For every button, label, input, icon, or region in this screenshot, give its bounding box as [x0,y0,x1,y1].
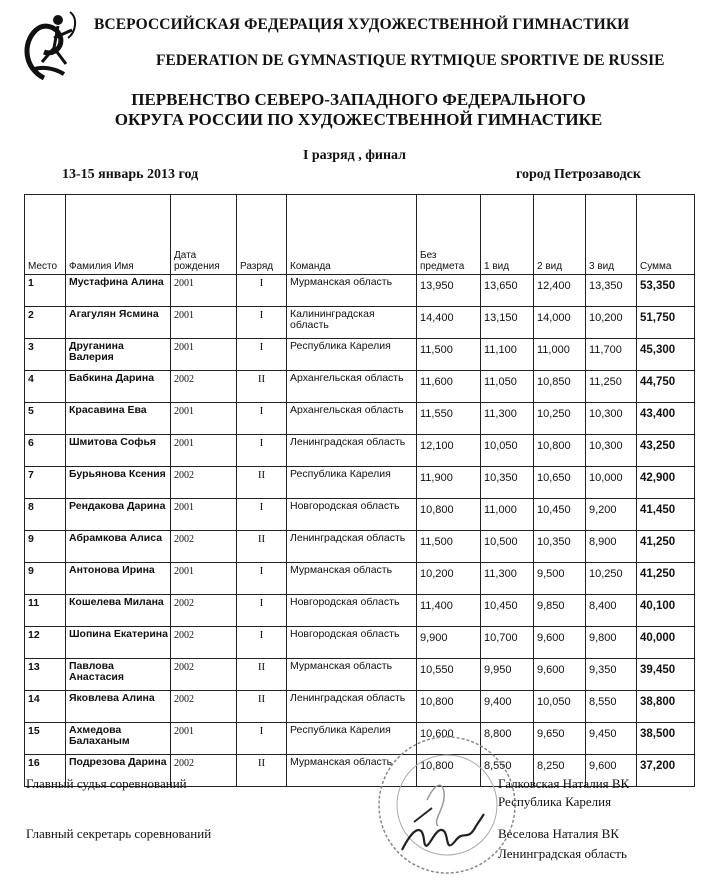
team-cell: Архангельская область [287,403,417,435]
no-apparatus-score-cell: 11,500 [417,531,481,563]
birth-year-cell: 2002 [171,595,237,627]
apparatus-3-score-cell: 9,600 [586,755,637,787]
column-header-total: Сумма [637,195,695,275]
birth-year-cell: 2002 [171,755,237,787]
no-apparatus-score-cell: 13,950 [417,275,481,307]
total-score-cell: 37,200 [637,755,695,787]
total-score-cell: 38,500 [637,723,695,755]
apparatus-2-score-cell: 10,800 [534,435,586,467]
rank-cell: I [237,403,287,435]
total-score-cell: 53,350 [637,275,695,307]
apparatus-1-score-cell: 10,050 [481,435,534,467]
column-header-no-apparatus: Без предмета [417,195,481,275]
table-row [25,691,695,723]
apparatus-1-score-cell: 8,550 [481,755,534,787]
chief-secretary-region: Ленинградская область [498,846,627,861]
place-cell: 11 [25,595,66,627]
place-cell: 14 [25,691,66,723]
team-cell: Новгородская область [287,499,417,531]
birth-year-cell: 2001 [171,563,237,595]
chief-secretary-name: Веселова Наталия ВК [498,826,619,841]
apparatus-3-score-cell: 8,550 [586,691,637,723]
apparatus-1-score-cell: 8,800 [481,723,534,755]
column-header-apparatus-3: 3 вид [586,195,637,275]
team-cell: Калининградская область [287,307,417,339]
table-row [25,403,695,435]
birth-year-cell: 2002 [171,467,237,499]
rank-cell: I [237,339,287,371]
birth-year-cell: 2001 [171,499,237,531]
gymnast-logo-icon [14,8,84,88]
apparatus-2-score-cell: 10,350 [534,531,586,563]
no-apparatus-score-cell: 10,800 [417,755,481,787]
page-title-line1: ПЕРВЕНСТВО СЕВЕРО-ЗАПАДНОГО ФЕДЕРАЛЬНОГО [131,90,586,109]
rank-cell: I [237,307,287,339]
apparatus-3-score-cell: 8,400 [586,595,637,627]
total-score-cell: 38,800 [637,691,695,723]
birth-year-cell: 2001 [171,723,237,755]
apparatus-3-score-cell: 10,300 [586,403,637,435]
rank-cell: I [237,595,287,627]
table-row [25,371,695,403]
table-row [25,723,695,755]
apparatus-2-score-cell: 14,000 [534,307,586,339]
birth-year-cell: 2001 [171,403,237,435]
apparatus-3-score-cell: 10,250 [586,563,637,595]
rank-cell: I [237,723,287,755]
birth-year-cell: 2002 [171,691,237,723]
table-row [25,467,695,499]
table-row [25,339,695,371]
apparatus-1-score-cell: 11,000 [481,499,534,531]
total-score-cell: 39,450 [637,659,695,691]
event-city: город Петрозаводск [516,167,641,182]
no-apparatus-score-cell: 10,800 [417,499,481,531]
column-header-name: Фамилия Имя [66,195,171,275]
team-cell: Республика Карелия [287,467,417,499]
no-apparatus-score-cell: 10,550 [417,659,481,691]
birth-year-cell: 2001 [171,275,237,307]
place-cell: 15 [25,723,66,755]
column-header-team: Команда [287,195,417,275]
no-apparatus-score-cell: 11,500 [417,339,481,371]
apparatus-2-score-cell: 12,400 [534,275,586,307]
table-header-row [25,195,695,275]
rank-cell: II [237,371,287,403]
apparatus-3-score-cell: 10,200 [586,307,637,339]
place-cell: 9 [25,531,66,563]
federation-name-fr: FEDERATION DE GYMNASTIQUE RYTMIQUE SPORTIVE DE RUSSIE [156,52,665,69]
place-cell: 1 [25,275,66,307]
apparatus-2-score-cell: 9,650 [534,723,586,755]
birth-year-cell: 2001 [171,435,237,467]
name-cell: Бабкина Дарина [66,371,171,403]
name-cell: Бурьянова Ксения [66,467,171,499]
name-cell: Абрамкова Алиса [66,531,171,563]
no-apparatus-score-cell: 10,600 [417,723,481,755]
no-apparatus-score-cell: 11,400 [417,595,481,627]
apparatus-1-score-cell: 13,650 [481,275,534,307]
apparatus-2-score-cell: 9,500 [534,563,586,595]
name-cell: Павлова Анастасия [66,659,171,691]
chief-judge-name: Галковская Наталия ВК [498,776,630,791]
page-title-line2: ОКРУГА РОССИИ ПО ХУДОЖЕСТВЕННОЙ ГИМНАСТИКЕ [114,110,603,129]
place-cell: 2 [25,307,66,339]
apparatus-1-score-cell: 10,450 [481,595,534,627]
name-cell: Шмитова Софья [66,435,171,467]
apparatus-2-score-cell: 10,250 [534,403,586,435]
place-cell: 3 [25,339,66,371]
event-date: 13-15 январь 2013 год [62,167,199,182]
apparatus-3-score-cell: 9,200 [586,499,637,531]
table-row [25,595,695,627]
birth-year-cell: 2001 [171,307,237,339]
total-score-cell: 42,900 [637,467,695,499]
total-score-cell: 43,250 [637,435,695,467]
total-score-cell: 51,750 [637,307,695,339]
table-row [25,435,695,467]
team-cell: Ленинградская область [287,435,417,467]
apparatus-1-score-cell: 10,350 [481,467,534,499]
rank-cell: I [237,627,287,659]
chief-judge-region: Республика Карелия [498,794,612,809]
apparatus-2-score-cell: 11,000 [534,339,586,371]
team-cell: Ленинградская область [287,531,417,563]
apparatus-3-score-cell: 8,900 [586,531,637,563]
name-cell: Антонова Ирина [66,563,171,595]
no-apparatus-score-cell: 10,800 [417,691,481,723]
birth-year-cell: 2002 [171,627,237,659]
total-score-cell: 44,750 [637,371,695,403]
apparatus-2-score-cell: 10,450 [534,499,586,531]
team-cell: Мурманская область [287,659,417,691]
team-cell: Мурманская область [287,755,417,787]
team-cell: Мурманская область [287,275,417,307]
column-header-apparatus-1: 1 вид [481,195,534,275]
name-cell: Шопина Екатерина [66,627,171,659]
apparatus-1-score-cell: 9,950 [481,659,534,691]
name-cell: Яковлева Алина [66,691,171,723]
place-cell: 9 [25,563,66,595]
apparatus-2-score-cell: 10,850 [534,371,586,403]
team-cell: Мурманская область [287,563,417,595]
table-row [25,627,695,659]
place-cell: 7 [25,467,66,499]
chief-judge-label: Главный судья соревнований [26,776,187,791]
apparatus-3-score-cell: 11,700 [586,339,637,371]
apparatus-2-score-cell: 8,250 [534,755,586,787]
page-subtitle: I разряд , финал [302,148,407,163]
no-apparatus-score-cell: 10,200 [417,563,481,595]
rank-cell: I [237,563,287,595]
no-apparatus-score-cell: 11,900 [417,467,481,499]
place-cell: 13 [25,659,66,691]
apparatus-2-score-cell: 10,050 [534,691,586,723]
place-cell: 16 [25,755,66,787]
rank-cell: I [237,275,287,307]
name-cell: Красавина Ева [66,403,171,435]
no-apparatus-score-cell: 9,900 [417,627,481,659]
no-apparatus-score-cell: 11,550 [417,403,481,435]
apparatus-1-score-cell: 11,100 [481,339,534,371]
rank-cell: II [237,467,287,499]
table-row [25,563,695,595]
birth-year-cell: 2002 [171,659,237,691]
apparatus-3-score-cell: 10,300 [586,435,637,467]
table-row [25,307,695,339]
place-cell: 8 [25,499,66,531]
birth-year-cell: 2002 [171,531,237,563]
rank-cell: I [237,435,287,467]
team-cell: Республика Карелия [287,339,417,371]
no-apparatus-score-cell: 14,400 [417,307,481,339]
apparatus-1-score-cell: 11,300 [481,403,534,435]
apparatus-1-score-cell: 11,300 [481,563,534,595]
total-score-cell: 41,250 [637,531,695,563]
rank-cell: II [237,531,287,563]
table-row [25,531,695,563]
federation-name-ru: ВСЕРОССИЙСКАЯ ФЕДЕРАЦИЯ ХУДОЖЕСТВЕННОЙ ГИМНАСТИКИ [94,16,630,33]
name-cell: Подрезова Дарина [66,755,171,787]
apparatus-2-score-cell: 9,600 [534,659,586,691]
table-row [25,499,695,531]
apparatus-2-score-cell: 10,650 [534,467,586,499]
name-cell: Мустафина Алина [66,275,171,307]
total-score-cell: 40,100 [637,595,695,627]
name-cell: Друганина Валерия [66,339,171,371]
team-cell: Новгородская область [287,627,417,659]
place-cell: 4 [25,371,66,403]
no-apparatus-score-cell: 12,100 [417,435,481,467]
apparatus-1-score-cell: 10,500 [481,531,534,563]
total-score-cell: 43,400 [637,403,695,435]
rank-cell: II [237,755,287,787]
place-cell: 6 [25,435,66,467]
rank-cell: II [237,691,287,723]
no-apparatus-score-cell: 11,600 [417,371,481,403]
name-cell: Агагулян Ясмина [66,307,171,339]
rank-cell: II [237,659,287,691]
name-cell: Ахмедова Балаханым [66,723,171,755]
apparatus-1-score-cell: 11,050 [481,371,534,403]
apparatus-2-score-cell: 9,600 [534,627,586,659]
column-header-rank: Разряд [237,195,287,275]
place-cell: 5 [25,403,66,435]
birth-year-cell: 2001 [171,339,237,371]
team-cell: Ленинградская область [287,691,417,723]
table-row [25,275,695,307]
apparatus-3-score-cell: 9,800 [586,627,637,659]
total-score-cell: 45,300 [637,339,695,371]
apparatus-3-score-cell: 9,350 [586,659,637,691]
apparatus-3-score-cell: 10,000 [586,467,637,499]
apparatus-3-score-cell: 11,250 [586,371,637,403]
results-table [24,194,695,787]
column-header-apparatus-2: 2 вид [534,195,586,275]
place-cell: 12 [25,627,66,659]
total-score-cell: 41,450 [637,499,695,531]
total-score-cell: 41,250 [637,563,695,595]
name-cell: Рендакова Дарина [66,499,171,531]
team-cell: Архангельская область [287,371,417,403]
birth-year-cell: 2002 [171,371,237,403]
column-header-birth: Дата рождения [171,195,237,275]
apparatus-1-score-cell: 10,700 [481,627,534,659]
rank-cell: I [237,499,287,531]
column-header-place: Место [25,195,66,275]
total-score-cell: 40,000 [637,627,695,659]
apparatus-1-score-cell: 13,150 [481,307,534,339]
apparatus-1-score-cell: 9,400 [481,691,534,723]
table-row [25,659,695,691]
apparatus-3-score-cell: 13,350 [586,275,637,307]
chief-secretary-label: Главный секретарь соревнований [26,826,212,841]
name-cell: Кошелева Милана [66,595,171,627]
apparatus-2-score-cell: 9,850 [534,595,586,627]
apparatus-3-score-cell: 9,450 [586,723,637,755]
team-cell: Республика Карелия [287,723,417,755]
team-cell: Новгородская область [287,595,417,627]
